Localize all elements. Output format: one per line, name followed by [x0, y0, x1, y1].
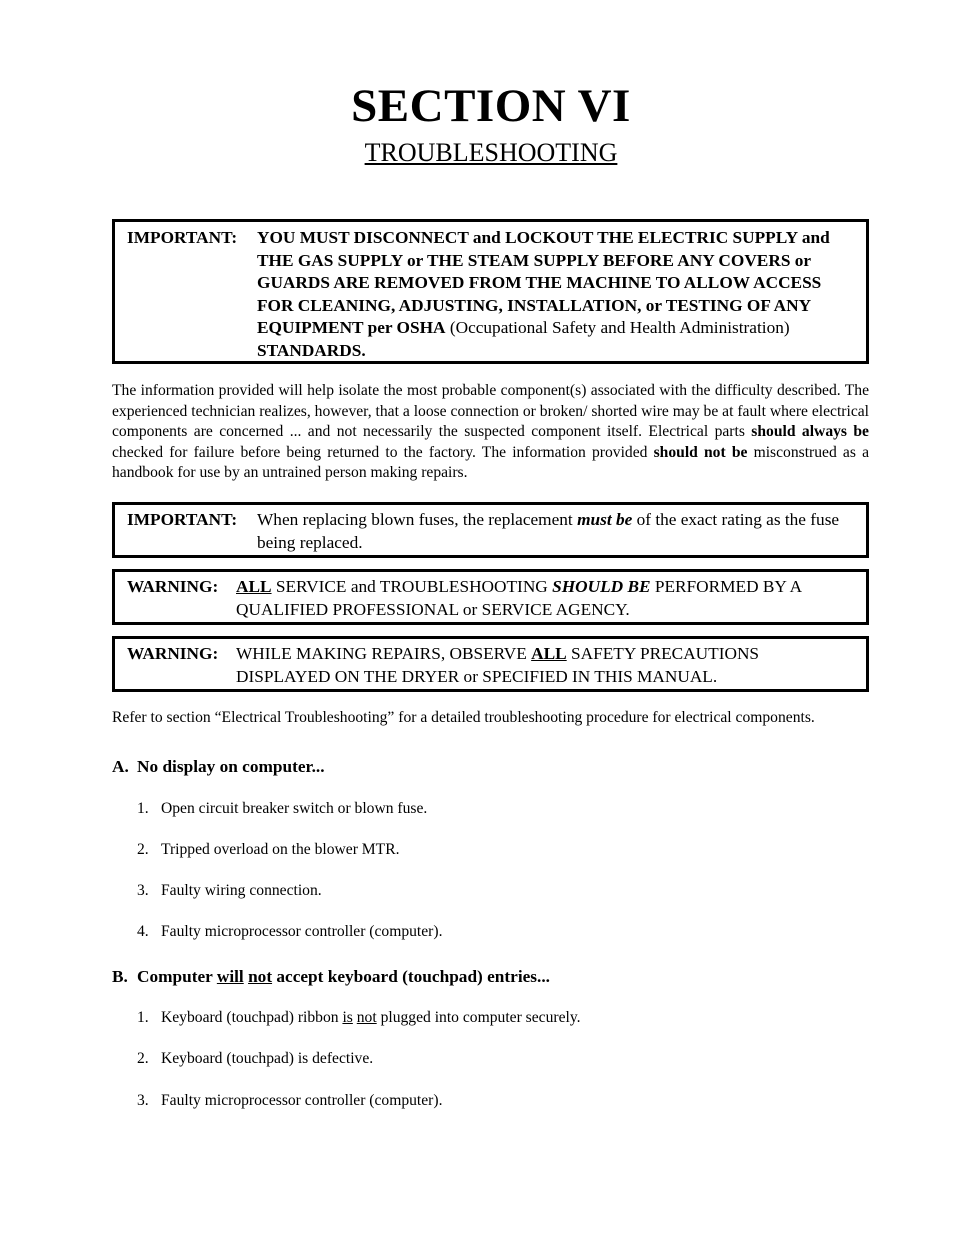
- warning-text: [236, 643, 856, 688]
- refer-note: Refer to section “Electrical Troubleshooting” for a detailed troubleshooting procedure for electrical components.: [112, 709, 815, 726]
- notice-text: [257, 227, 856, 362]
- warning-qualified-service: [112, 569, 869, 625]
- warning-text-b: SAFETY PRECAUTIONS DISPLAYED ON THE DRYER or SPECIFIED IN THIS MANUAL.: [236, 644, 760, 686]
- list-item: [137, 1049, 373, 1069]
- section-b-heading: [112, 966, 550, 988]
- list-item: [137, 799, 427, 819]
- item-text: Faulty microprocessor controller (computer).: [161, 923, 443, 940]
- notice-text-b: of the exact rating as the fuse being replaced.: [257, 510, 840, 552]
- list-item: [137, 1091, 442, 1111]
- list-item: [137, 1008, 581, 1028]
- list-item: [137, 840, 400, 860]
- warning-label: WARNING:: [127, 577, 219, 596]
- notice-text-end: STANDARDS.: [257, 340, 366, 360]
- item-emphasis-not: not: [356, 1009, 377, 1026]
- item-emphasis-is: is: [342, 1009, 353, 1026]
- warning-emphasis-all: ALL: [531, 644, 567, 663]
- intro-text-1: The information provided will help isolate the most probable component(s) associated with the difficulty described. The experienced technician realizes, however, that a loose connection or broken/ shorted wire may be at fault where electrical components are concerned ... and not necessarily the suspected component itself. Electrical parts: [112, 382, 869, 441]
- intro-text-2: checked for failure before being returned to the factory. The information provided: [112, 443, 654, 461]
- item-number: 2.: [137, 841, 149, 858]
- notice-text-a: When replacing blown fuses, the replacement: [257, 510, 578, 529]
- item-text: Keyboard (touchpad) is defective.: [161, 1050, 374, 1067]
- page-title: SECTION VI: [351, 80, 631, 132]
- warning-label: WARNING:: [127, 644, 219, 663]
- intro-paragraph: [112, 381, 869, 484]
- notice-label: IMPORTANT:: [127, 510, 238, 529]
- warning-emphasis-all: ALL: [236, 577, 272, 596]
- warning-text-a: WHILE MAKING REPAIRS, OBSERVE: [236, 644, 532, 663]
- section-letter: B.: [112, 967, 128, 986]
- section-heading-text-a: Computer: [137, 967, 217, 986]
- item-text: Faulty microprocessor controller (computer).: [161, 1092, 443, 1109]
- page-subtitle: TROUBLESHOOTING: [364, 138, 618, 167]
- notice-label: IMPORTANT:: [127, 228, 238, 247]
- warning-text-a: SERVICE and TROUBLESHOOTING: [271, 577, 553, 596]
- warning-text: [236, 576, 856, 621]
- item-number: 1.: [137, 800, 149, 817]
- list-item: [137, 922, 442, 942]
- intro-emphasis-2: should not be: [653, 443, 748, 461]
- item-number: 4.: [137, 923, 149, 940]
- important-notice-fuses: [112, 502, 869, 558]
- section-heading-text: No display on computer...: [137, 757, 325, 776]
- list-item: [137, 881, 322, 901]
- item-text: Tripped overload on the blower MTR.: [161, 841, 400, 858]
- notice-text-osha: (Occupational Safety and Health Administration): [445, 318, 790, 337]
- item-text-a: Keyboard (touchpad) ribbon: [161, 1009, 343, 1026]
- item-number: 3.: [137, 1092, 149, 1109]
- warning-safety-precautions: [112, 636, 869, 692]
- item-text: Open circuit breaker switch or blown fuse.: [161, 800, 428, 817]
- item-number: 3.: [137, 882, 149, 899]
- intro-text-3: misconstrued as a handbook for use by an untrained person making repairs.: [112, 443, 869, 482]
- important-notice-lockout: [112, 219, 869, 364]
- section-heading-text-b: accept keyboard (touchpad) entries...: [272, 967, 550, 986]
- notice-emphasis: must be: [577, 510, 633, 529]
- intro-emphasis-1: should always be: [751, 423, 869, 441]
- section-heading-emphasis-will: will: [216, 967, 244, 986]
- warning-emphasis-should-be: SHOULD BE: [552, 577, 651, 596]
- item-text-b: plugged into computer securely.: [376, 1009, 581, 1026]
- section-heading-emphasis-not: not: [248, 967, 273, 986]
- item-number: 2.: [137, 1050, 149, 1067]
- warning-text-b: PERFORMED BY A QUALIFIED PROFESSIONAL or SERVICE AGENCY.: [236, 577, 802, 619]
- section-letter: A.: [112, 757, 129, 776]
- item-number: 1.: [137, 1009, 149, 1026]
- item-text: Faulty wiring connection.: [161, 882, 322, 899]
- section-a-heading: [112, 756, 325, 778]
- notice-text-bold: YOU MUST DISCONNECT and LOCKOUT THE ELECTRIC SUPPLY and THE GAS SUPPLY or THE STEAM SUPPLY BEFORE ANY COVERS or GUARDS ARE REMOVED FROM THE MACHINE TO ALLOW ACCESS FOR CLEANING, ADJUSTING, INSTALLATION, or TESTING OF ANY EQUIPMENT per OSHA: [257, 228, 830, 337]
- notice-text: [257, 509, 856, 554]
